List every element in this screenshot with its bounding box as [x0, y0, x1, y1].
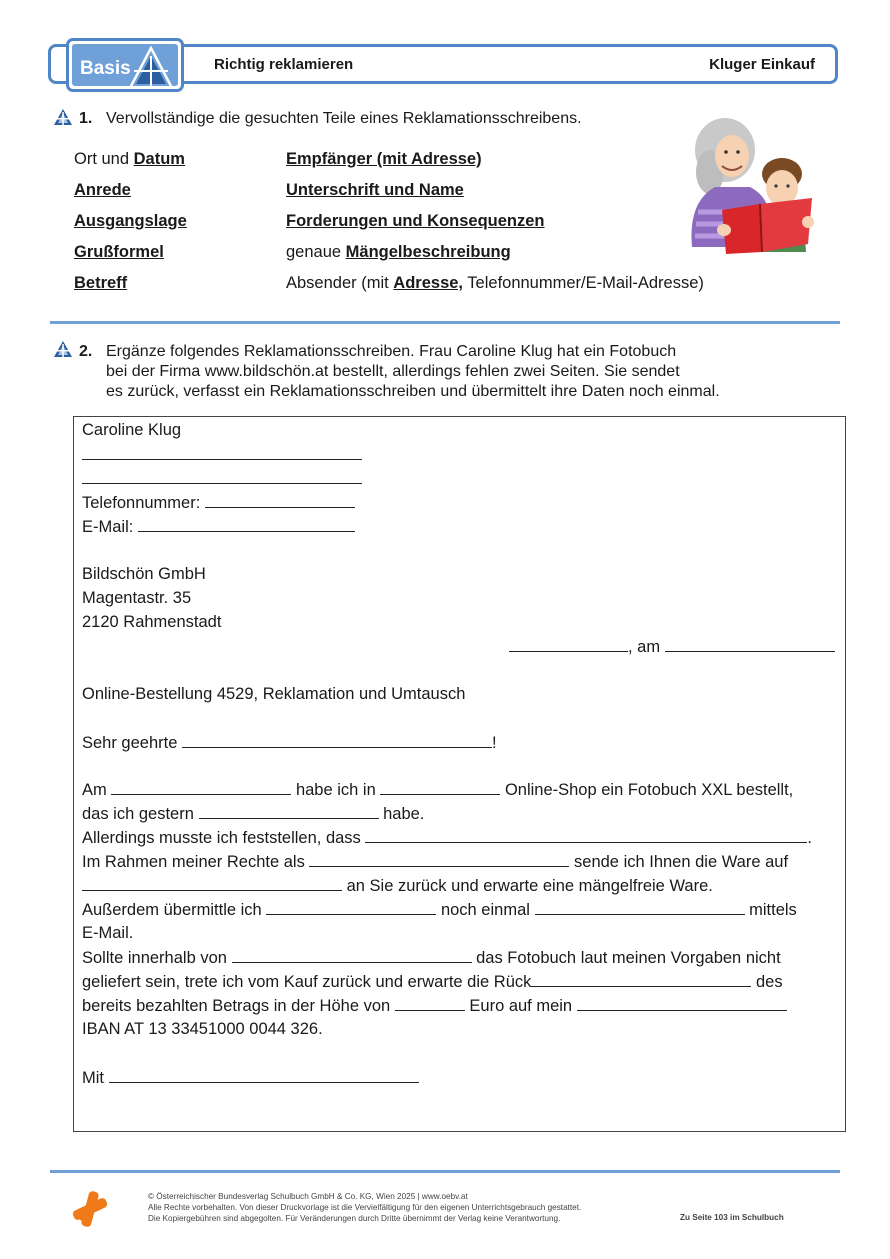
email-blank[interactable]	[138, 517, 355, 532]
recipient-line-3: 2120 Rahmenstadt	[82, 613, 222, 631]
body-line-4: Im Rahmen meiner Rechte als sende ich Ihnen die Ware auf	[82, 853, 789, 871]
body-line-3: Allerdings musste ich feststellen, dass .	[82, 829, 812, 847]
body-line-7: E-Mail.	[82, 924, 134, 942]
task2-number: 2.	[79, 343, 93, 360]
reading-illustration	[670, 112, 820, 257]
body-line-1: Am habe ich in Online-Shop ein Fotobuch XXL bestellt,	[82, 781, 794, 799]
section-title: Kluger Einkauf	[709, 56, 815, 73]
place-date-line: , am	[509, 637, 835, 657]
body-line-6: Außerdem übermittle ich noch einmal mittels	[82, 901, 797, 919]
basis-logo-text: Basis	[80, 58, 131, 79]
task1-right-row-4: genaue Mängelbeschreibung	[286, 243, 511, 261]
basis-triangle-icon	[128, 46, 174, 86]
task2-instruction-line-1: Ergänze folgendes Reklamationsschreiben. Frau Caroline Klug hat ein Fotobuch	[106, 343, 677, 360]
place-blank[interactable]	[509, 637, 628, 652]
section-divider	[50, 321, 840, 324]
salutation-blank[interactable]	[182, 733, 492, 748]
task1-right-row-5: Absender (mit Adresse, Telefonnummer/E-Mail-Adresse)	[286, 274, 704, 292]
body-line-5: an Sie zurück und erwarte eine mängelfreie Ware.	[82, 876, 713, 896]
salutation-line: Sehr geehrte !	[82, 734, 497, 752]
footer-page-ref: Zu Seite 103 im Schulbuch	[680, 1213, 784, 1222]
publisher-logo-icon	[70, 1189, 110, 1229]
body-line-8: Sollte innerhalb von das Fotobuch laut meinen Vorgaben nicht	[82, 949, 781, 967]
task2-instruction-line-2: bei der Firma www.bildschön.at bestellt, allerdings fehlen zwei Seiten. Sie sendet	[106, 363, 680, 380]
task1-left-row-2: Anrede	[74, 181, 131, 199]
sender-phone: Telefonnummer:	[82, 493, 355, 513]
body-line-11: IBAN AT 13 33451000 0044 326.	[82, 1020, 323, 1038]
basis-logo	[66, 38, 184, 92]
task1-instruction: Vervollständige die gesuchten Teile eines Reklamationsschreibens.	[106, 110, 582, 127]
task-level-icon	[53, 340, 73, 358]
sender-name: Caroline Klug	[82, 421, 182, 439]
subject-line: Online-Bestellung 4529, Reklamation und Umtausch	[82, 685, 466, 703]
task1-right-row-2: Unterschrift und Name	[286, 181, 464, 199]
body-line-9: geliefert sein, trete ich vom Kauf zurück und erwarte die Rück des	[82, 973, 783, 991]
sender-city-blank[interactable]	[82, 469, 362, 489]
footer-divider	[50, 1170, 840, 1173]
task1-left-row-4: Grußformel	[74, 243, 164, 261]
date-blank[interactable]	[665, 637, 835, 652]
task1-number: 1.	[79, 110, 93, 127]
task1-left-row-3: Ausgangslage	[74, 212, 187, 230]
footer-rights: Alle Rechte vorbehalten. Von dieser Druckvorlage ist die Vervielfältigung für den eigenen Unterrichtsgebrauch gestattet.	[148, 1203, 582, 1212]
body-line-10: bereits bezahlten Betrags in der Höhe von Euro auf mein	[82, 996, 787, 1016]
task-level-icon	[53, 108, 73, 126]
task1-left-row-1: Ort und Datum	[74, 150, 185, 168]
closing-line: Mit	[82, 1068, 419, 1088]
task1-left-row-5: Betreff	[74, 274, 128, 292]
body-line-2: das ich gestern habe.	[82, 805, 425, 823]
task1-right-row-3: Forderungen und Konsequenzen	[286, 212, 545, 230]
sender-street-blank[interactable]	[82, 445, 362, 465]
footer-disclaimer: Die Kopiergebühren sind abgegolten. Für Veränderungen durch Dritte übernimmt der Verlag keine Verantwortung.	[148, 1214, 561, 1223]
phone-blank[interactable]	[205, 493, 355, 508]
footer-copyright: © Österreichischer Bundesverlag Schulbuch GmbH & Co. KG, Wien 2025 | www.oebv.at	[148, 1192, 468, 1201]
sender-email: E-Mail:	[82, 517, 355, 537]
closing-blank[interactable]	[109, 1068, 419, 1083]
recipient-line-1: Bildschön GmbH	[82, 565, 206, 583]
task2-instruction-line-3: es zurück, verfasst ein Reklamationsschreiben und übermittelt ihre Daten noch einmal.	[106, 383, 720, 400]
recipient-line-2: Magentastr. 35	[82, 589, 192, 607]
task1-right-row-1: Empfänger (mit Adresse)	[286, 150, 482, 168]
page-title: Richtig reklamieren	[214, 56, 354, 73]
